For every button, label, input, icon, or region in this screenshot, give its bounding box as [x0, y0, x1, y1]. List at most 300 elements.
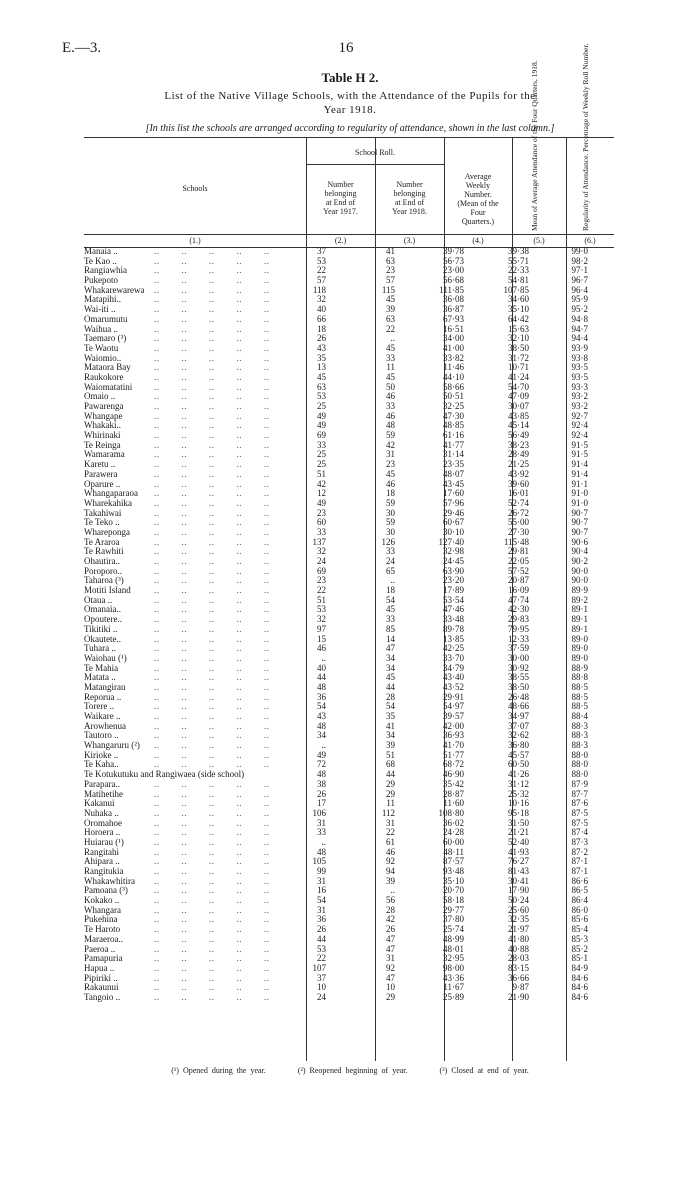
- mean-attendance: 20·87: [508, 575, 529, 586]
- regularity: 95·9: [571, 294, 588, 305]
- regularity: 89·9: [571, 585, 588, 596]
- roll-1918: 61: [386, 836, 395, 847]
- school-name: Te Rawhiti: [84, 546, 124, 557]
- roll-1917: 38: [317, 778, 326, 789]
- mean-attendance: 52·74: [508, 497, 529, 508]
- header-c2-line: at End of: [325, 198, 356, 207]
- school-name: Manaia ..: [84, 246, 118, 256]
- roll-1918: 41: [386, 246, 395, 256]
- regularity: 88·3: [571, 740, 588, 751]
- mean-attendance: 34·97: [508, 711, 529, 721]
- school-name: Parapara..: [84, 778, 120, 789]
- table-subtitle: List of the Native Village Schools, with the Attendance of the Pupils for the: [164, 90, 536, 102]
- roll-1918: 30: [386, 507, 395, 518]
- regularity: 89·1: [571, 614, 588, 625]
- roll-1917: 22: [317, 585, 326, 596]
- school-name: Horoera ..: [84, 827, 121, 838]
- roll-1917: 105: [312, 856, 326, 867]
- roll-1917: 44: [317, 933, 326, 944]
- school-name: Pawarenga: [84, 401, 124, 411]
- leader-dots: .. .. .. .. ..: [154, 352, 270, 363]
- roll-1917: 26: [317, 333, 326, 344]
- roll-1917: 72: [317, 759, 326, 770]
- leader-dots: .. .. .. .. ..: [154, 633, 270, 644]
- mean-attendance: 32·10: [508, 333, 529, 344]
- roll-1917: 48: [317, 846, 326, 857]
- average-weekly: 37·80: [443, 914, 464, 925]
- mean-attendance: 52·40: [508, 836, 529, 847]
- header-num-5: (5.): [533, 236, 545, 245]
- leader-dots: .. .. .. .. ..: [154, 401, 270, 411]
- header-c3-line: belonging: [393, 189, 426, 198]
- roll-1918: 23: [386, 459, 395, 470]
- mean-attendance: 26·48: [508, 691, 529, 702]
- roll-1918: 54: [386, 594, 395, 605]
- regularity: 86·0: [571, 904, 588, 915]
- leader-dots: .. .. .. .. ..: [154, 391, 270, 402]
- school-name: Whangaparaoa: [84, 488, 138, 499]
- mean-attendance: 38·55: [508, 672, 529, 683]
- regularity: 88·3: [571, 720, 588, 731]
- roll-1917: 53: [317, 943, 326, 954]
- mean-attendance: 35·10: [508, 304, 529, 315]
- roll-1917: 66: [317, 313, 326, 324]
- roll-1917: 31: [317, 904, 326, 915]
- leader-dots: .. .. .. .. ..: [154, 507, 270, 518]
- school-name: Taharoa (³): [84, 575, 124, 586]
- header-c2-line: belonging: [324, 189, 357, 198]
- average-weekly: 111·85: [439, 284, 464, 295]
- average-weekly: 24·45: [443, 556, 464, 566]
- regularity: 92·4: [571, 420, 588, 431]
- average-weekly: 31·14: [443, 449, 464, 460]
- mean-attendance: 15·63: [508, 323, 529, 334]
- leader-dots: .. .. .. .. ..: [154, 962, 270, 973]
- school-name: Wamarama: [84, 449, 125, 460]
- header-c2-line: Number: [327, 180, 354, 189]
- average-weekly: 23·00: [443, 265, 464, 276]
- roll-1918: 45: [386, 468, 395, 479]
- footnote-3: (³) Closed at end of year.: [439, 1066, 529, 1075]
- mean-attendance: 21·90: [508, 991, 529, 1002]
- mean-attendance: 31·50: [508, 817, 529, 828]
- mean-attendance: 10·71: [508, 362, 529, 373]
- regularity: 90·7: [571, 526, 588, 537]
- mean-attendance: 32·35: [508, 914, 529, 925]
- leader-dots: .. .. .. .. ..: [154, 575, 270, 586]
- roll-1917: 43: [317, 711, 326, 721]
- leader-dots: .. .. .. .. ..: [154, 488, 270, 499]
- roll-1917: 51: [317, 468, 326, 479]
- school-name: Rakaunui: [84, 982, 119, 993]
- regularity: 96·7: [571, 275, 588, 286]
- average-weekly: 60·67: [443, 517, 464, 528]
- average-weekly: 67·93: [443, 313, 464, 324]
- header-num-3: (3.): [403, 236, 416, 245]
- roll-1917: 118: [312, 284, 326, 295]
- school-name: Hapua ..: [84, 962, 115, 973]
- roll-1918: 42: [386, 439, 395, 450]
- table-body: [84, 247, 614, 1003]
- mean-attendance: 43·92: [508, 468, 529, 479]
- mean-attendance: 83·15: [508, 962, 529, 973]
- table-subtitle-year: Year 1918.: [323, 104, 377, 116]
- average-weekly: 41·77: [443, 439, 464, 450]
- header-c2-line: Year 1917.: [323, 207, 358, 216]
- roll-1917: 33: [317, 439, 326, 450]
- roll-1917: 32: [317, 546, 326, 557]
- school-name: Wharekahika: [84, 497, 132, 508]
- school-name: Omaio ..: [84, 391, 116, 402]
- regularity: 87·9: [571, 778, 588, 789]
- regularity: 94·8: [571, 313, 588, 324]
- school-name: Kirioke ..: [84, 749, 119, 760]
- leader-dots: .. .. .. .. ..: [154, 478, 270, 489]
- leader-dots: .. .. .. .. ..: [154, 866, 270, 876]
- regularity: 92·7: [571, 410, 588, 421]
- roll-1918: 48: [386, 420, 395, 431]
- average-weekly: 56·68: [443, 275, 464, 286]
- leader-dots: .. .. .. .. ..: [154, 846, 270, 857]
- leader-dots: .. .. .. .. ..: [154, 856, 270, 867]
- school-name: Taemaro (³): [84, 333, 127, 344]
- school-name: Whakawhitira: [84, 875, 135, 886]
- regularity: 98·2: [571, 255, 588, 266]
- leader-dots: .. .. .. .. ..: [154, 420, 270, 431]
- average-weekly: 13·85: [443, 633, 464, 644]
- average-weekly: 47·46: [443, 604, 464, 615]
- leader-dots: .. .. .. .. ..: [154, 798, 270, 809]
- roll-1917: ..: [321, 836, 326, 847]
- school-name: Poroporo..: [84, 565, 122, 576]
- mean-attendance: 22·05: [508, 556, 529, 566]
- average-weekly: 39·57: [443, 711, 464, 721]
- regularity: 91·5: [571, 439, 588, 450]
- roll-1918: 22: [386, 827, 395, 838]
- header-num-1: (1.): [189, 236, 201, 245]
- average-weekly: 46·90: [443, 769, 464, 780]
- mean-attendance: 42·30: [508, 604, 529, 615]
- roll-1918: 24: [386, 556, 395, 566]
- regularity: 87·7: [571, 788, 588, 799]
- school-name: Huiarau (¹): [84, 836, 124, 847]
- average-weekly: 89·78: [443, 623, 464, 634]
- regularity: 93·2: [571, 391, 588, 402]
- roll-1918: 30: [386, 526, 395, 537]
- school-name: Takahiwai: [84, 507, 122, 518]
- average-weekly: 56·73: [443, 255, 464, 266]
- average-weekly: 24·28: [443, 827, 464, 838]
- footnote-2: (²) Reopened beginning of year.: [297, 1066, 408, 1075]
- regularity: 93·8: [571, 352, 588, 363]
- school-name: Ohautira..: [84, 556, 120, 566]
- regularity: 84·6: [571, 991, 588, 1002]
- mean-attendance: 55·00: [508, 517, 529, 528]
- leader-dots: .. .. .. .. ..: [154, 342, 270, 353]
- regularity: 92·4: [571, 430, 588, 441]
- roll-1917: 45: [317, 371, 326, 382]
- roll-1918: 31: [386, 449, 395, 460]
- average-weekly: 48·07: [443, 468, 464, 479]
- roll-1918: 126: [381, 536, 395, 547]
- average-weekly: 48·01: [443, 943, 464, 954]
- school-name: Oromahoe: [84, 817, 122, 828]
- leader-dots: .. .. .. .. ..: [154, 924, 270, 935]
- school-name: Whirinaki: [84, 430, 121, 441]
- school-name: Whangaruru (²): [84, 740, 140, 751]
- average-weekly: 108·80: [438, 807, 464, 818]
- roll-1918: 33: [386, 546, 395, 557]
- roll-1918: 63: [386, 313, 395, 324]
- leader-dots: .. .. .. .. ..: [154, 265, 270, 276]
- leader-dots: .. .. .. .. ..: [154, 817, 270, 828]
- average-weekly: 33·48: [443, 614, 464, 625]
- roll-1918: 51: [386, 749, 395, 760]
- mean-attendance: 55·71: [508, 255, 529, 266]
- average-weekly: 47·30: [443, 410, 464, 421]
- roll-1918: 46: [386, 478, 395, 489]
- mean-attendance: 12·33: [508, 633, 529, 644]
- roll-1918: 115: [381, 284, 395, 295]
- mean-attendance: 27·30: [508, 526, 529, 537]
- average-weekly: 29·91: [443, 691, 464, 702]
- regularity: 87·1: [571, 856, 588, 867]
- roll-1918: 45: [386, 342, 395, 353]
- roll-1918: 56: [386, 895, 395, 906]
- roll-1918: 47: [386, 972, 395, 983]
- regularity: 87·1: [571, 866, 588, 876]
- roll-1918: 92: [386, 962, 395, 973]
- regularity: 88·0: [571, 749, 588, 760]
- average-weekly: 11·60: [443, 798, 464, 809]
- leader-dots: .. .. .. .. ..: [154, 991, 270, 1002]
- regularity: 89·0: [571, 652, 588, 663]
- average-weekly: 87·57: [443, 856, 464, 867]
- leader-dots: .. .. .. .. ..: [154, 526, 270, 537]
- roll-1917: 53: [317, 391, 326, 402]
- average-weekly: 23·35: [443, 459, 464, 470]
- leader-dots: .. .. .. .. ..: [154, 652, 270, 663]
- mean-attendance: 28·49: [508, 449, 529, 460]
- leader-dots: .. .. .. .. ..: [154, 972, 270, 983]
- regularity: 89·0: [571, 643, 588, 654]
- leader-dots: .. .. .. .. ..: [154, 662, 270, 673]
- roll-1917: 48: [317, 720, 326, 731]
- mean-attendance: 16·09: [508, 585, 529, 596]
- school-name: Oparure ..: [84, 478, 121, 489]
- school-name: Reporua ..: [84, 691, 122, 702]
- average-weekly: 68·72: [443, 759, 464, 770]
- leader-dots: .. .. .. .. ..: [154, 362, 270, 373]
- roll-1918: 41: [386, 720, 395, 731]
- leader-dots: .. .. .. .. ..: [154, 885, 270, 896]
- school-name: Arowhenua: [84, 720, 126, 731]
- roll-1918: 47: [386, 933, 395, 944]
- regularity: 90·7: [571, 507, 588, 518]
- leader-dots: .. .. .. .. ..: [154, 313, 270, 324]
- school-name: Maraeroa..: [84, 933, 123, 944]
- roll-1918: 68: [386, 759, 395, 770]
- average-weekly: 32·25: [443, 401, 464, 411]
- roll-1918: 45: [386, 294, 395, 305]
- regularity: 95·2: [571, 304, 588, 315]
- roll-1917: 106: [312, 807, 326, 818]
- school-name: Pamoana (³): [84, 885, 128, 896]
- roll-1918: 85: [386, 623, 395, 634]
- average-weekly: 34·00: [443, 333, 464, 344]
- regularity: 93·2: [571, 401, 588, 411]
- average-weekly: 58·66: [443, 381, 464, 392]
- regularity: 93·3: [571, 381, 588, 392]
- average-weekly: 33·82: [443, 352, 464, 363]
- school-name: Kakanui: [84, 798, 115, 809]
- regularity: 93·5: [571, 371, 588, 382]
- average-weekly: 17·60: [443, 488, 464, 499]
- regularity: 85·6: [571, 914, 588, 925]
- leader-dots: .. .. .. .. ..: [154, 556, 270, 566]
- roll-1917: 23: [317, 507, 326, 518]
- leader-dots: .. .. .. .. ..: [154, 294, 270, 305]
- leader-dots: .. .. .. .. ..: [154, 468, 270, 479]
- leader-dots: .. .. .. .. ..: [154, 788, 270, 799]
- roll-1918: 46: [386, 846, 395, 857]
- roll-1917: 18: [317, 323, 326, 334]
- roll-1917: 13: [317, 362, 326, 373]
- average-weekly: 48·85: [443, 420, 464, 431]
- roll-1918: 18: [386, 585, 395, 596]
- roll-1917: 99: [317, 866, 326, 876]
- roll-1917: 42: [317, 478, 326, 489]
- mean-attendance: 107·85: [503, 284, 529, 295]
- leader-dots: .. .. .. .. ..: [154, 594, 270, 605]
- roll-1918: ..: [390, 575, 395, 586]
- school-name: Waiomio..: [84, 352, 122, 363]
- average-weekly: 43·45: [443, 478, 464, 489]
- mean-attendance: 29·81: [508, 546, 529, 557]
- header-c4-line: (Mean of the: [457, 199, 499, 208]
- leader-dots: .. .. .. .. ..: [154, 565, 270, 576]
- leader-dots: .. .. .. .. ..: [154, 323, 270, 334]
- mean-attendance: 41·93: [508, 846, 529, 857]
- roll-1918: 34: [386, 730, 395, 741]
- regularity: 93·5: [571, 362, 588, 373]
- school-name: Whangara: [84, 904, 121, 915]
- regularity: 90·4: [571, 546, 588, 557]
- table-note: [In this list the schools are arranged according to regularity of attendance, shown in the last column.]: [145, 123, 555, 134]
- regularity: 91·4: [571, 468, 588, 479]
- roll-1917: 32: [317, 614, 326, 625]
- average-weekly: 42·25: [443, 643, 464, 654]
- average-weekly: 16·51: [443, 323, 464, 334]
- roll-1918: 33: [386, 614, 395, 625]
- school-name: Pukehina: [84, 914, 118, 925]
- mean-attendance: 60·50: [508, 759, 529, 770]
- mean-attendance: 45·57: [508, 749, 529, 760]
- school-name: Omanaia..: [84, 604, 121, 615]
- table-title: Table H 2.: [321, 70, 379, 85]
- school-name: Opoutere..: [84, 614, 122, 625]
- roll-1917: 54: [317, 701, 326, 712]
- school-name: Omarumutu: [84, 313, 128, 324]
- roll-1917: 32: [317, 294, 326, 305]
- school-name: Rangitahi: [84, 846, 119, 857]
- school-name: Parawera: [84, 468, 118, 479]
- roll-1918: 29: [386, 788, 395, 799]
- roll-1917: 15: [317, 633, 326, 644]
- leader-dots: .. .. .. .. ..: [154, 875, 270, 886]
- regularity: 87·5: [571, 807, 588, 818]
- school-name: Tuhara ..: [84, 643, 116, 654]
- header-c4-line: Weekly: [465, 181, 491, 190]
- school-name: Te Kotukutuku and Rangiwaea (side school): [84, 769, 245, 780]
- roll-1918: 39: [386, 740, 395, 751]
- roll-1917: 31: [317, 875, 326, 886]
- roll-1917: 24: [317, 991, 326, 1002]
- average-weekly: 23·20: [443, 575, 464, 586]
- mean-attendance: 31·72: [508, 352, 529, 363]
- mean-attendance: 30·41: [508, 875, 529, 886]
- roll-1918: 47: [386, 943, 395, 954]
- header-num-2: (2.): [334, 236, 347, 245]
- roll-1918: 26: [386, 924, 395, 935]
- mean-attendance: 115·48: [503, 536, 529, 547]
- roll-1918: 54: [386, 701, 395, 712]
- average-weekly: 39·78: [443, 246, 464, 256]
- roll-1918: 59: [386, 517, 395, 528]
- leader-dots: .. .. .. .. ..: [154, 691, 270, 702]
- regularity: 87·3: [571, 836, 588, 847]
- school-name: Whangape: [84, 410, 123, 421]
- header-col-4: [444, 172, 512, 226]
- average-weekly: 20·70: [443, 885, 464, 896]
- leader-dots: .. .. .. .. ..: [154, 672, 270, 683]
- average-weekly: 48·11: [443, 846, 464, 857]
- roll-1917: 12: [317, 488, 326, 499]
- roll-1918: 28: [386, 691, 395, 702]
- school-name: Te Kao ..: [84, 255, 117, 266]
- roll-1917: 57: [317, 275, 326, 286]
- school-name: Matapihi..: [84, 294, 121, 305]
- regularity: 97·1: [571, 265, 588, 276]
- roll-1918: 57: [386, 275, 395, 286]
- roll-1918: 31: [386, 953, 395, 964]
- mean-attendance: 9·87: [512, 982, 529, 993]
- regularity: 94·7: [571, 323, 588, 334]
- roll-1918: 18: [386, 488, 395, 499]
- leader-dots: .. .. .. .. ..: [154, 536, 270, 547]
- average-weekly: 63·90: [443, 565, 464, 576]
- leader-dots: .. .. .. .. ..: [154, 730, 270, 741]
- regularity: 88·5: [571, 701, 588, 712]
- roll-1918: 63: [386, 255, 395, 266]
- leader-dots: .. .. .. .. ..: [154, 827, 270, 838]
- roll-1917: 69: [317, 430, 326, 441]
- roll-1917: 25: [317, 459, 326, 470]
- roll-1917: 36: [317, 914, 326, 925]
- page-number: 16: [338, 40, 354, 56]
- mean-attendance: 95·18: [508, 807, 529, 818]
- regularity: 84·9: [571, 962, 588, 973]
- roll-1918: 35: [386, 711, 395, 721]
- school-name: Matata ..: [84, 672, 116, 683]
- mean-attendance: 25·60: [508, 904, 529, 915]
- roll-1917: 53: [317, 255, 326, 266]
- school-name: Te Araroa: [84, 536, 120, 547]
- regularity: 84·6: [571, 982, 588, 993]
- roll-1917: 37: [317, 972, 326, 983]
- leader-dots: .. .. .. .. ..: [154, 246, 270, 256]
- leader-dots: .. .. .. .. ..: [154, 914, 270, 925]
